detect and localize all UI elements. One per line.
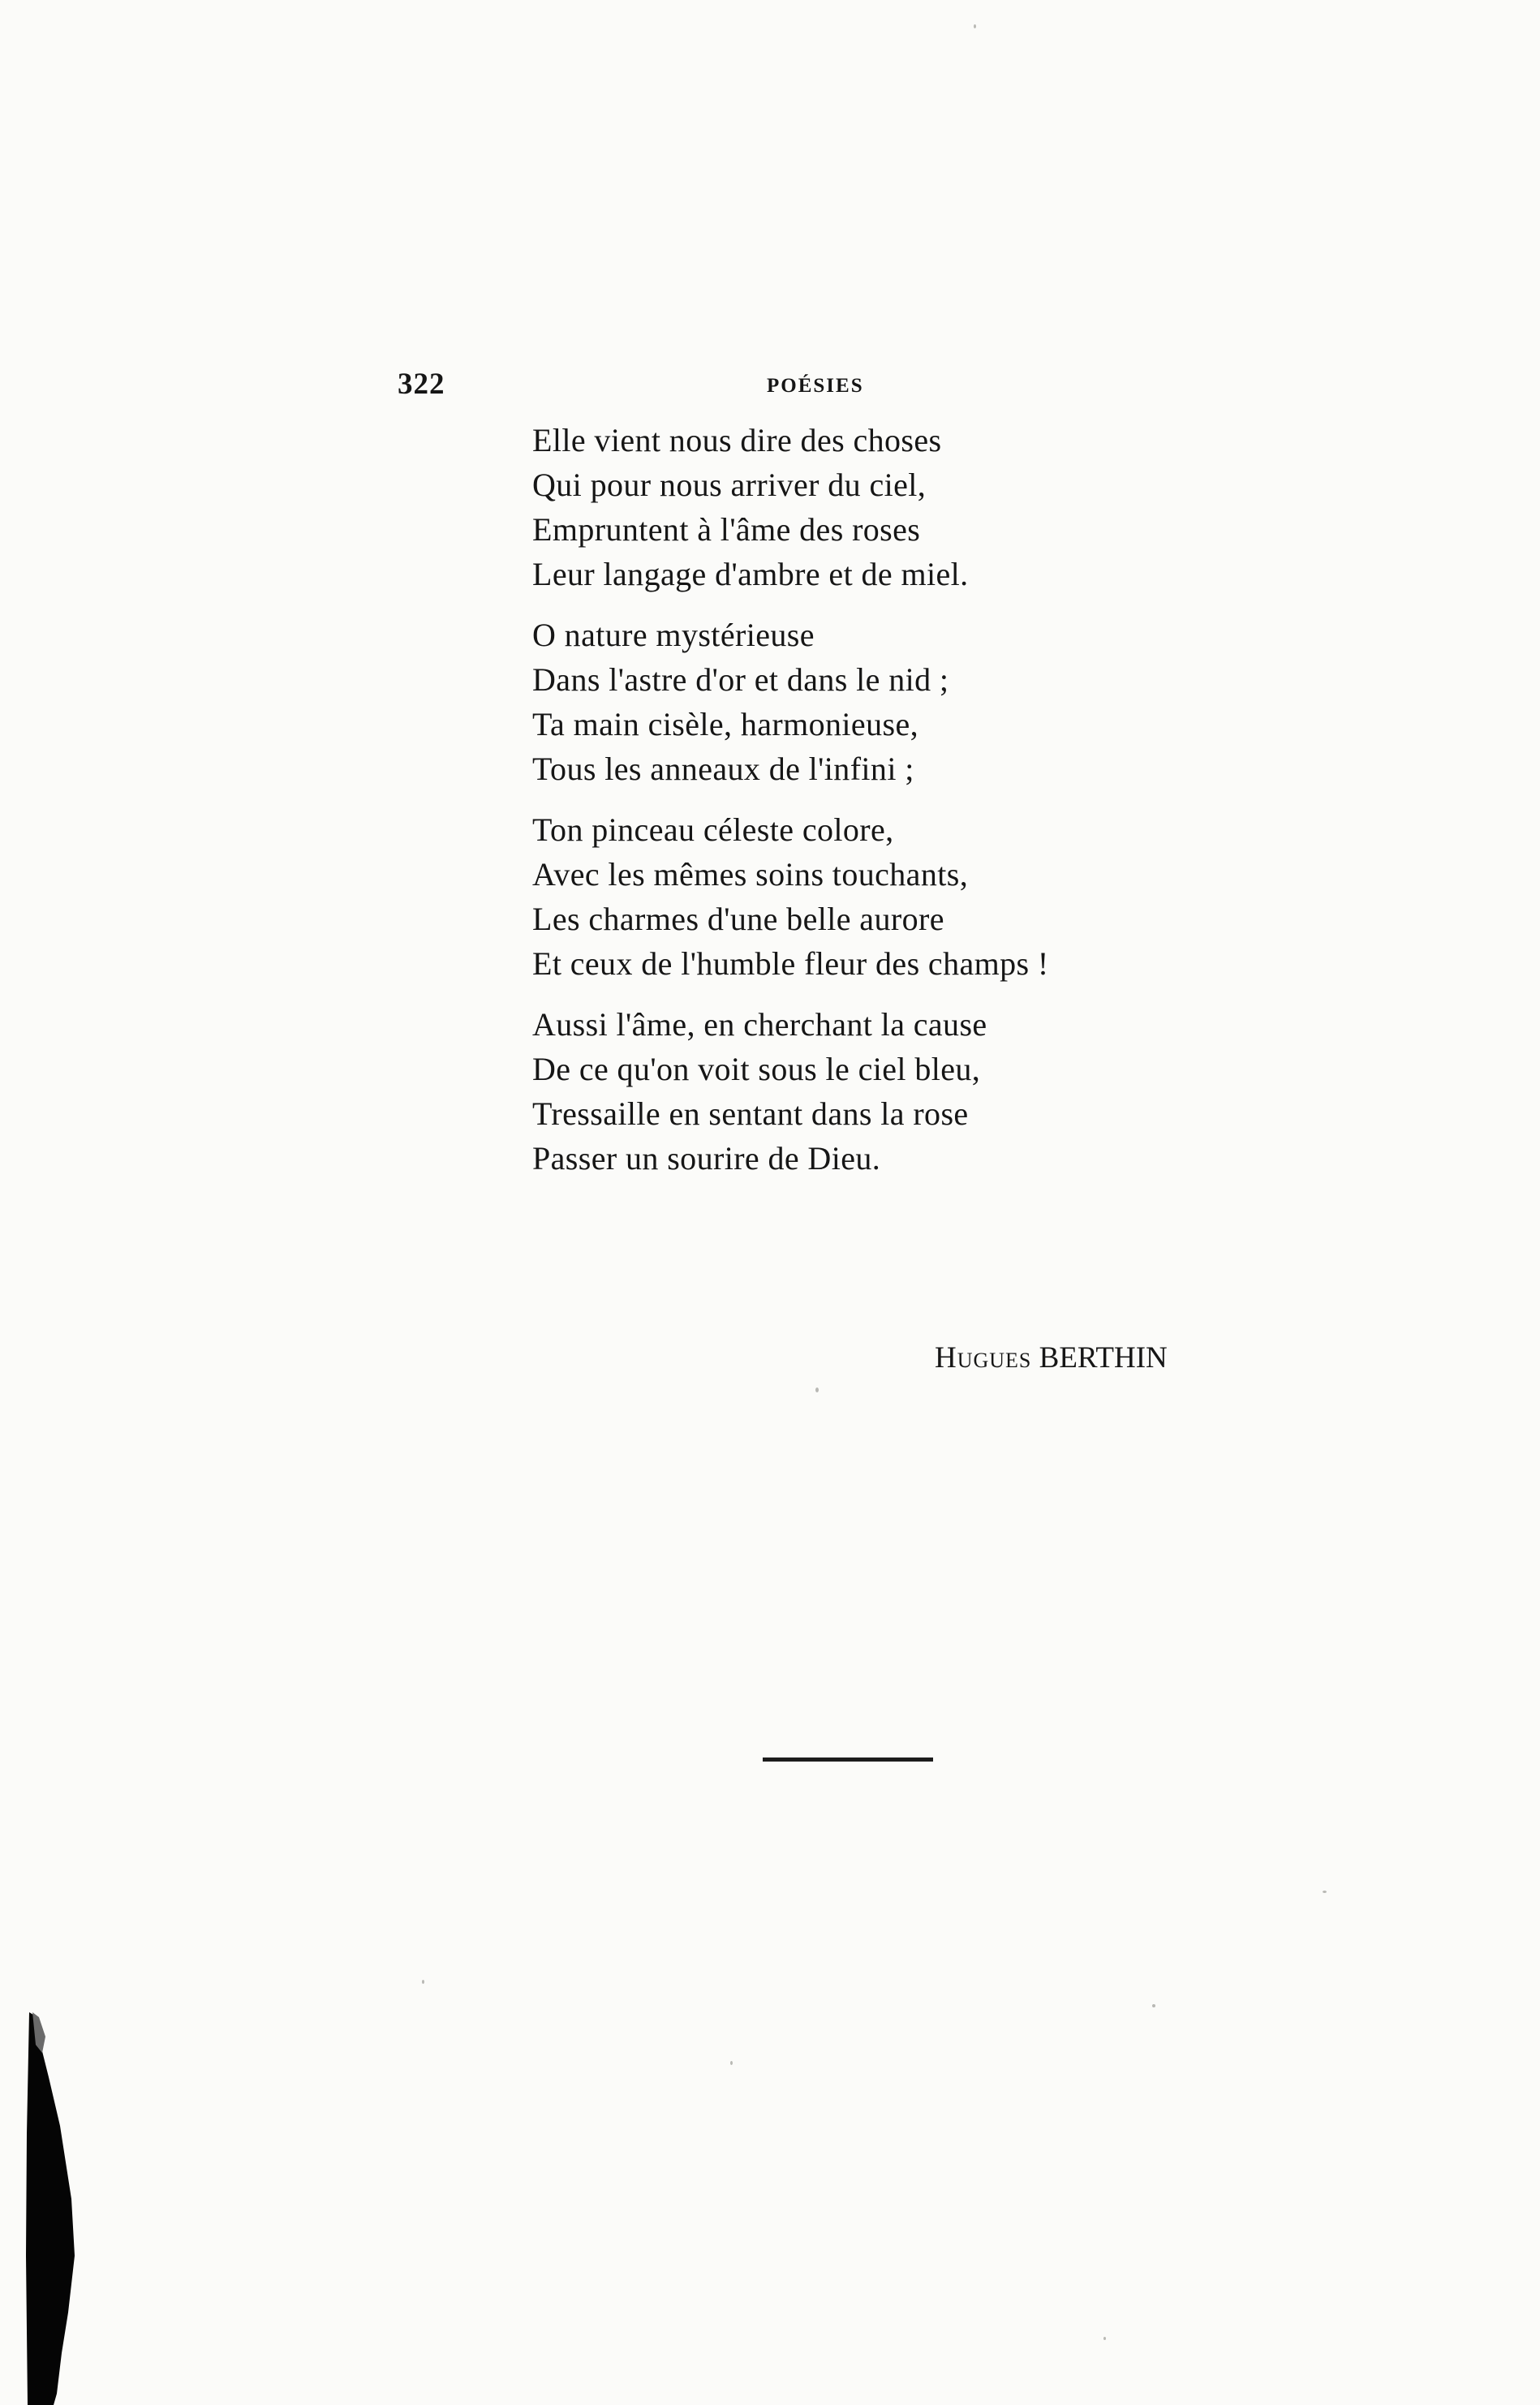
author-last-name: BERTHIN [1039,1341,1168,1375]
verse-line: Ta main cisèle, harmonieuse, [532,706,919,742]
paper-speck [815,1388,819,1392]
verse-line: Empruntent à l'âme des roses [532,511,921,548]
verse-line: Tressaille en sentant dans la rose [532,1095,969,1132]
stanza-3 [532,807,1181,986]
paper-speck [1323,1891,1327,1893]
verse-line: Ton pinceau céleste colore, [532,811,894,848]
paper-speck [730,2061,733,2065]
verse-line: Leur langage d'ambre et de miel. [532,556,969,592]
verse-line: Les charmes d'une belle aurore [532,901,944,937]
verse-line: Passer un sourire de Dieu. [532,1140,881,1177]
paper-speck [1152,2004,1155,2007]
paper-speck [1103,2337,1106,2340]
binding-edge-shadow [24,2012,81,2405]
verse-line: Aussi l'âme, en cherchant la cause [532,1006,987,1043]
paper-speck [422,1980,424,1984]
author-signature [935,1340,1168,1375]
poem [532,418,1181,1197]
stanza-1 [532,418,1181,596]
stanza-2 [532,613,1181,791]
verse-line: O nature mystérieuse [532,617,815,653]
stanza-4 [532,1002,1181,1181]
page-number: 322 [398,368,445,401]
author-first-name: Hugues [935,1341,1032,1375]
verse-line: De ce qu'on voit sous le ciel bleu, [532,1051,981,1087]
verse-line: Qui pour nous arriver du ciel, [532,467,927,503]
verse-line: Tous les anneaux de l'infini ; [532,751,914,787]
verse-line: Avec les mêmes soins touchants, [532,856,969,893]
page-header [0,0,1540,422]
verse-line: Dans l'astre d'or et dans le nid ; [532,661,949,698]
paper-speck [974,24,976,28]
verse-line: Et ceux de l'humble fleur des champs ! [532,945,1049,982]
closing-rule [763,1758,933,1762]
running-title: POÉSIES [767,375,864,397]
verse-line: Elle vient nous dire des choses [532,422,942,458]
